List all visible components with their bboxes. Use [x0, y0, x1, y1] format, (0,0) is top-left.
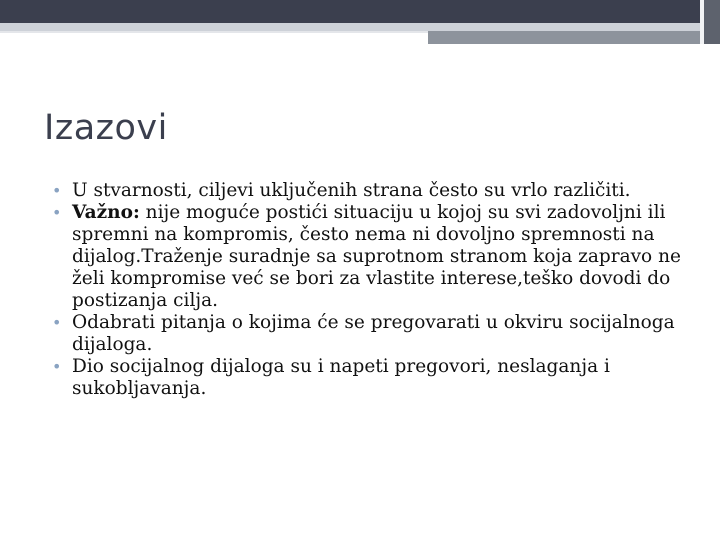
bullet-item [52, 356, 692, 400]
slide-title: Izazovi [44, 108, 168, 148]
header-band-dark [0, 0, 700, 23]
bullet-bold-label: Važno: [72, 202, 140, 223]
bullet-text: nije moguće postići situaciju u kojoj su svi zadovoljni ili spremni na kompromis, često nema ni dovoljno spremnosti na dijalog.Traženje suradnje sa suprotnom stranom koja zapravo ne želi kompromise već se bori za vlastite interese,teško dovodi do postizanja cilja. [72, 202, 681, 311]
bullet-marker: • [52, 357, 62, 376]
header-band-light [0, 23, 700, 31]
bullet-list [52, 180, 692, 400]
bullet-marker: • [52, 203, 62, 222]
header-band-accent [428, 31, 700, 44]
bullet-item [52, 312, 692, 356]
bullet-text: Odabrati pitanja o kojima će se pregovarati u okviru socijalnoga dijaloga. [72, 312, 675, 355]
header-corner-block [704, 0, 720, 44]
bullet-item [52, 202, 692, 312]
bullet-marker: • [52, 181, 62, 200]
header-band-thin [0, 31, 430, 33]
bullet-text: Dio socijalnog dijaloga su i napeti pregovori, neslaganja i sukobljavanja. [72, 356, 610, 399]
bullet-item [52, 180, 692, 202]
bullet-marker: • [52, 313, 62, 332]
bullet-text: U stvarnosti, ciljevi uključenih strana često su vrlo različiti. [72, 180, 631, 201]
